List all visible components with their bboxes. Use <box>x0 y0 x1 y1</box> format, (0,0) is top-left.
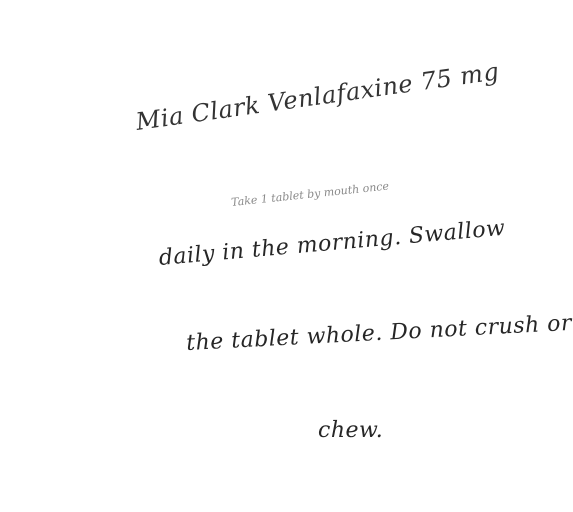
handling-instruction-end-line: chew. <box>318 418 384 443</box>
timing-instruction-line: daily in the morning. Swallow <box>157 215 507 271</box>
handling-instruction-line: the tablet whole. Do not crush or <box>185 310 573 356</box>
patient-drug-line: Mia Clark Venlafaxine 75 mg <box>134 57 501 137</box>
dosage-instruction-line: Take 1 tablet by mouth once <box>230 179 390 209</box>
